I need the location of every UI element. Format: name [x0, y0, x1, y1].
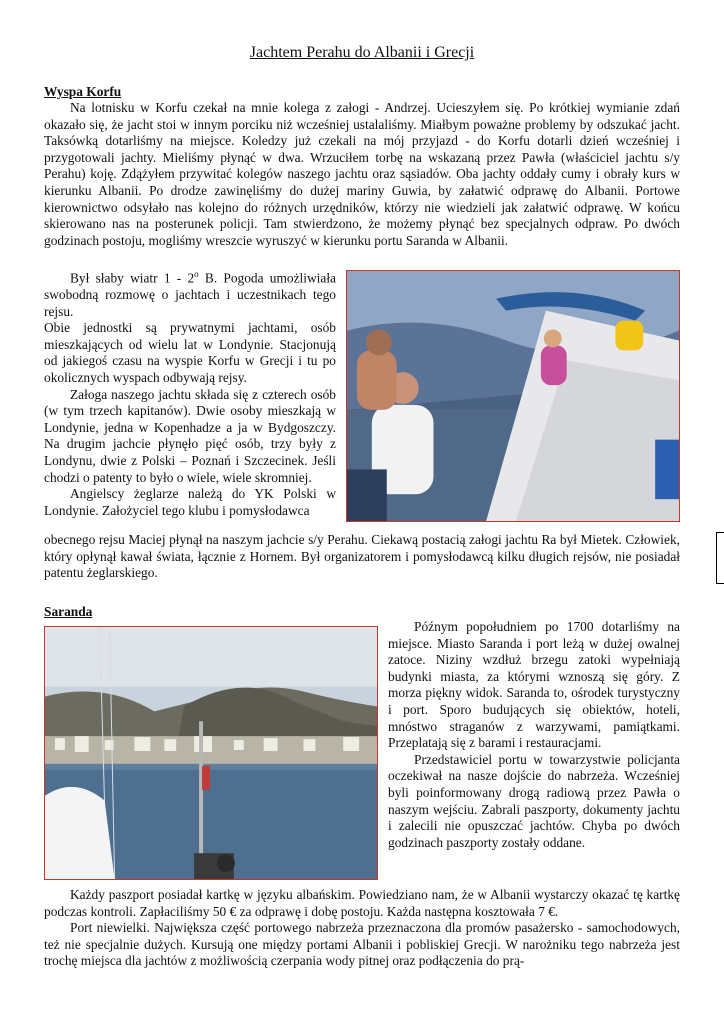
- wind-degree-sup: o: [194, 269, 199, 279]
- page-edge-marker: [716, 532, 724, 584]
- saranda-paragraph-port: Port niewielki. Największa część portowego nabrzeża przeznaczona dla promów pasażersko - samochodowych, też nie specjalnie dużych. Kursują one między portami Albanii i pobliskiej Grecji. W narożniku tego nabrzeża jest trochę miejsca dla jachtów z możliwością czerpania wody pitnej oraz podłączenia do prą-: [44, 920, 680, 969]
- korfu-paragraph-club-start: Angielscy żeglarze należą do YK Polski w Londynie. Założyciel tego klubu i pomysłodawca: [44, 486, 336, 518]
- korfu-paragraph-crew: Załoga naszego jachtu składa się z czterech osób (w tym trzech kapitanów). Dwie osoby mieszkają w Londynie, jedna w Kopenhadze a ja w Bydgoszczy. Na drugim jachcie płynęło pięć osób, trzy były z Londynu, dwie z Polski – Poznań i Szczecinek. Jeśli chodzi o patenty to było o wiele, wiele skromniej.: [44, 386, 336, 485]
- yacht-crew-photo: [346, 270, 680, 522]
- saranda-narrow-column: [388, 619, 680, 851]
- yacht-crew-image: [347, 271, 679, 521]
- wind-text-before: Był słaby wiatr 1 - 2: [70, 270, 195, 286]
- section-heading-saranda: Saranda: [44, 604, 93, 619]
- korfu-paragraph-yachts: Obie jednostki są prywatnymi jachtami, osób mieszkających od wielu lat w Londynie. Stacjonują od jakiegoś czasu na wyspie Korfu w Grecji i tu po okolicznych wyspach odbywają rejsy.: [44, 320, 336, 386]
- korfu-paragraph-club-end: obecnego rejsu Maciej płynął na naszym jachcie s/y Perahu. Ciekawą postacią załogi jachtu Ra był Mietek. Człowiek, który opłynął kawał świata, łącznie z Hornem. Był organizatorem i pomysłodawcą kilku długich rejsów, nie posiadał patentu żeglarskiego.: [44, 532, 680, 581]
- saranda-paragraph-passport: Każdy paszport posiadał kartkę w języku albańskim. Powiedziano nam, że w Albanii wystarczy okazać tę kartkę podczas kontroli. Zapłaciliśmy 50 € za odprawę i dobę postoju. Każda następna kosztowała 7 €.: [44, 887, 680, 919]
- korfu-intro-block: [44, 100, 680, 249]
- saranda-paragraph-arrival: Późnym popołudniem po 1700 dotarliśmy na miejsce. Miasto Saranda i port leżą w dużej owalnej zatoce. Niziny wzdłuż brzegu zatoki wypełniają budynki miasta, za którymi wznoszą się góry. Z morza piękny widok. Saranda to, ośrodek turystyczny i port. Sporo budujących się obiektów, hoteli, mnóstwo straganów z warzywami, pamiątkami. Przeplatają się z barami i restauracjami.: [388, 619, 680, 751]
- document-title: Jachtem Perahu do Albanii i Grecji: [249, 44, 475, 61]
- saranda-wide-block: [44, 887, 680, 970]
- saranda-view-image: [45, 627, 377, 879]
- korfu-narrow-column: [44, 266, 336, 519]
- korfu-club-block: [44, 532, 680, 582]
- section-heading-korfu: Wyspa Korfu: [44, 84, 122, 99]
- korfu-paragraph-wind: [44, 266, 336, 320]
- saranda-view-photo: [44, 626, 378, 880]
- saranda-paragraph-port-rep: Przedstawiciel portu w towarzystwie policjanta oczekiwał na nasze dojście do nabrzeża. Wcześniej byli poinformowany drogą radiową przez Pawła o naszym wejściu. Zabrali paszporty, dokumenty jachtu i zalecili nie opuszczać jachtów. Chyba po dwóch godzinach paszporty zostały oddane.: [388, 751, 680, 850]
- korfu-paragraph-1: Na lotnisku w Korfu czekał na mnie kolega z załogi - Andrzej. Ucieszyłem się. Po krótkiej wymianie zdań okazało się, że jacht stoi w innym porciku niż wcześniej ustalaliśmy. Miałbym poważne problemy by odszukać jacht. Taksówką dotarliśmy na miejsce. Koledzy już czekali na mój przyjazd - do Korfu dotarli dzień wcześniej i przygotowali jachty. Mieliśmy płynąć w dwa. Wrzuciłem torbę na wskazaną przez Pawła (właściciel jachtu s/y Perahu) koję. Zdążyłem przywitać kolegów naszego jachtu oraz sąsiadów. Oba jachty oddały cumy i obrały kurs w kierunku Albanii. Po drodze zawinęliśmy do dużej mariny Guwia, by załatwić odprawę do Albanii. Portowe kierownictwo odsyłało nas kolejno do różnych urzędników, którzy nie wiedzieli jak załatwić odprawę. W końcu skierowano nas na posterunek policji. Tam stwierdzono, że możemy płynąć bez specjalnych odpraw. Po dwóch godzinach postoju, mogliśmy wreszcie wyruszyć w kierunku portu Saranda w Albanii.: [44, 100, 680, 248]
- wind-text-after: B. Pogoda umożliwiała swobodną rozmowę o jachtach i uczestnikach tego rejsu.: [44, 270, 336, 319]
